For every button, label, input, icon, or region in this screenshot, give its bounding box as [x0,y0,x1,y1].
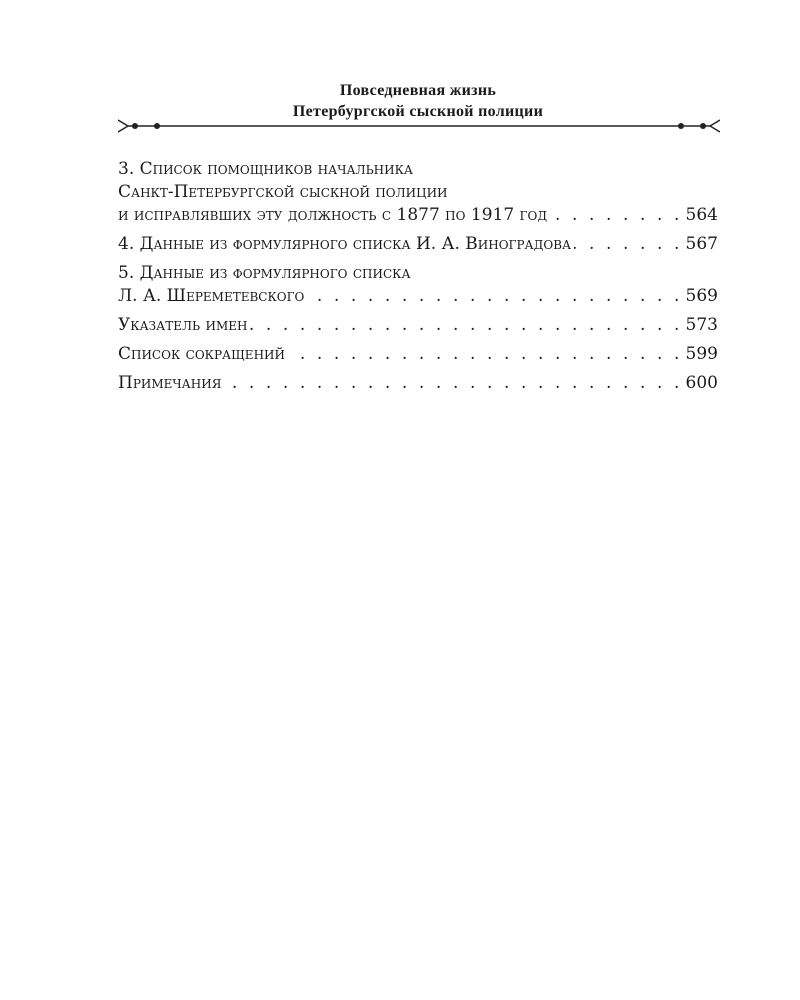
toc-entry-final-line [118,204,718,227]
dot-leader [550,204,682,227]
toc-entry-text: Примечания [118,373,222,393]
toc-entry-sheremetevsky-record [118,262,718,308]
toc-entry-assistant-heads-list [118,158,718,227]
dot-leader [288,343,683,366]
toc-entry-final-line [118,343,718,366]
toc-entry-final-line [118,314,718,337]
dot-leader [224,372,682,395]
toc-entry-text: Л. А. Шереметевского [118,286,305,306]
page-number: 567 [685,234,718,254]
toc-entry-notes [118,372,718,395]
toc-entry-abbreviations [118,343,718,366]
header-title-line-1: Повседневная жизнь [339,82,497,99]
toc-entry-line: 3. Список помощников начальника [118,159,413,179]
toc-entry-name-index [118,314,718,337]
page-number: 564 [685,205,718,225]
page-number: 600 [685,373,718,393]
page-number: 573 [685,315,718,335]
header-title-line-2: Петербургской сыскной полиции [292,103,544,120]
page-number: 569 [685,286,718,306]
toc-entry-text: Указатель имен [118,315,248,335]
toc-entry-line: 5. Данные из формулярного списка [118,263,411,283]
toc-entry-final-line [118,233,718,256]
header-rule-ornament [118,116,720,136]
dot-leader [574,233,682,256]
toc-entry-final-line [118,285,718,308]
toc-entry-final-line [118,372,718,395]
dot-leader [307,285,682,308]
toc-entry-text: и исправлявших эту должность с 1877 по 1917 год [118,205,548,225]
toc-entry-vinogradov-record [118,233,718,256]
toc-entry-text: 4. Данные из формулярного списка И. А. Виноградова [118,234,572,254]
table-of-contents [118,158,718,401]
toc-entry-line: Санкт-Петербургской сыскной полиции [118,182,448,202]
page-number: 599 [685,344,718,364]
toc-entry-text: Список сокращений [118,344,285,364]
dot-leader [250,314,682,337]
